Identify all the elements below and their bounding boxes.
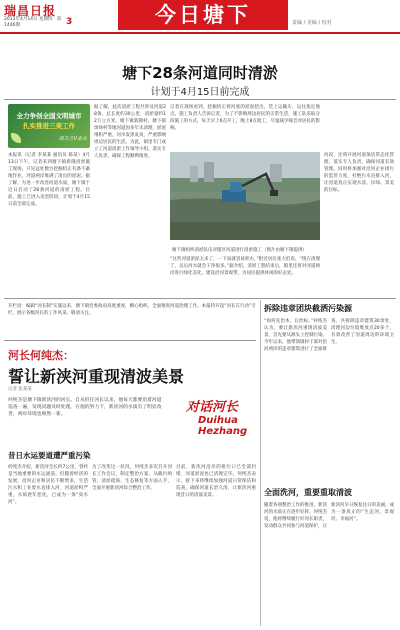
stamp-title: 对话河长 — [186, 400, 239, 415]
poster-headline: 全力争创全国文明城市 — [16, 112, 82, 120]
feature-intro: 何纯杰是塘下镇新浃河的河长。自从担任河长以来，他每天都要沿着河道巡查一遍，发现问题及时处理。在他的努力下，新浃河的水质有了明显改善，两岸环境也焕然一新。 — [8, 398, 162, 417]
photo-caption: 塘下镇组织清淤队伍对辖区河道进行清淤施工（图片由塘下镇提供） — [172, 248, 307, 253]
section-banner: 今日塘下 — [118, 0, 288, 30]
side-text-2: 随着各项整治工作的推进，新浃河的水质正在逐步好转。何纯杰说，他将继续履行好河长职责，发动群众共同参与河道保护，让新浃河早日恢复往日的美丽，成为一条真正的“生态河、景观河、幸福河”。 — [264, 503, 394, 529]
lead-article-col1: 本报讯（记者 李某某 通讯员 陈某）4月13日下午，记者来到塘下镇新隆清淤施工现场，只见远处数台挖掘机正有条不紊地作业，河道两岸堆满了清出的淤泥。据了解，为进一步改善河道水质，塘下镇于近日启动了28条河道的清淤工程。目前，施工已进入攻坚阶段，计划于4月15日前全部完成。 — [8, 153, 90, 207]
dialogue-stamp — [186, 396, 258, 437]
page-number: 3 — [66, 17, 73, 27]
editor-credits: 责编 / 美编 / 校对 — [292, 20, 332, 26]
feature-text-col2: 为了改变这一状况，何纯杰多次召开河长工作会议，制定整治方案，从截污纳管、清淤疏浚、生态修复等方面入手，全面开展新浃河综合整治工作。 — [92, 465, 172, 491]
feature-kicker: 河长何纯杰： — [8, 349, 74, 362]
lead-subheadline: 计划于4月15日前完成 — [150, 87, 250, 98]
masthead — [0, 0, 400, 34]
poster-signature: 剥夫方V来水 — [58, 136, 87, 142]
lead-headline: 塘下28条河道同时清淤 — [122, 64, 278, 82]
lead-article-col5: 河段，还将开展河道保洁常态化管理，落实专人负责，确保河道长效管理。同时将加强对沿河企业排污的监管力度，杜绝污水直排入河，让河道真正实现水清、岸绿、景美的目标。 — [324, 153, 394, 193]
campaign-poster — [8, 104, 90, 148]
poster-slogan: 扎实推进三美工作 — [23, 122, 75, 130]
divider — [4, 99, 396, 100]
section-heading-1: 昔日水运要道遭严重污染 — [8, 451, 91, 460]
side-text-1: “如何先治本，后治标。”何纯杰认为，要让新浃河重现清波美景，首先要从源头上控制污染。今年以来，他带领镇村干部对沿河两岸的违章建筑进行了全面排查，共拆除违章建筑30余处，清理河边垃圾堆放点20多个，有效改善了河道周边的环境卫生。 — [264, 319, 394, 352]
side-heading-1: 拆除违章团块截洒污染源 — [264, 304, 352, 313]
lead-article-col4: “这些河道淤泥太多了，一下雨就容易积水，”附近居民张大伯说，“现在清理了，以后河水就会干净很多。”据介绍，清淤工程结束后，镇里还将对河道两岸进行绿化美化，建设沿河景观带，为居民提供休闲的好去处。 — [170, 257, 320, 276]
feature-headline: 誓让新浃河重现清波美景 — [8, 367, 185, 386]
side-heading-2: 全面洗河，重要重取清波 — [264, 488, 352, 497]
lead-article-col2: 据了解，此次清淤工程共涉及河道28条，总长度约30公里，清淤量约12万立方米。塘下镇新隆村、塘下镇场场村等地河道因多年未清理，淤泥堆积严重，河水发黑发臭，严重影响周边居民的生活。为此，镇里专门成立了河道清淤工作领导小组，落实专人负责，确保工程顺利推进。 — [94, 105, 166, 159]
dredging-photo — [170, 152, 320, 240]
lead-article-col3: 记者在现场看到，挖掘机正将河底的淤泥挖出，装上运输车，运往指定地点。施工负责人告诉记者，为了不影响周边居民的正常生活，施工队采取分段施工的方式，每天早上6点开工，晚上8点收工，尽量减少噪音对居民的影响。 — [170, 105, 320, 131]
feature-text-col1: 何纯杰介绍，新浃河全长约7公里，曾经是当地重要的水运通道。但随着经济的发展，沿河企业和居民不断增多，生活污水和工业废水直排入河，河道淤积严重，水质逐年恶化，已成为一条“臭水河”。 — [8, 465, 88, 505]
feature-byline: 记者 张某某 — [8, 387, 32, 392]
column-intro: 开栏语：编辑“河长制”实施以来，塘下镇党委政府高度重视，精心组织，全面推进河道治理工作。本报特开设“河长在行动”专栏，展示各级河长的工作风采。敬请关注。 — [8, 304, 256, 316]
feature-text-col3: 目前，新浃河沿岸的排污口已全部封堵，河道淤泥也已清理完毕。何纯杰表示，接下来将继续加强河道日常保洁和巡查，确保河道长治久清，让新浃河重现昔日的清波美景。 — [176, 465, 256, 498]
leaf-icon — [11, 133, 21, 143]
column-divider — [260, 300, 261, 626]
stamp-subtitle: Duihua Hezhang — [198, 415, 248, 437]
divider — [4, 298, 396, 299]
divider — [4, 340, 256, 341]
issue-line: 2011年4月14日 星期四 · 第1446期 — [4, 17, 62, 28]
paper-logo: 瑞昌日报 — [4, 4, 57, 18]
